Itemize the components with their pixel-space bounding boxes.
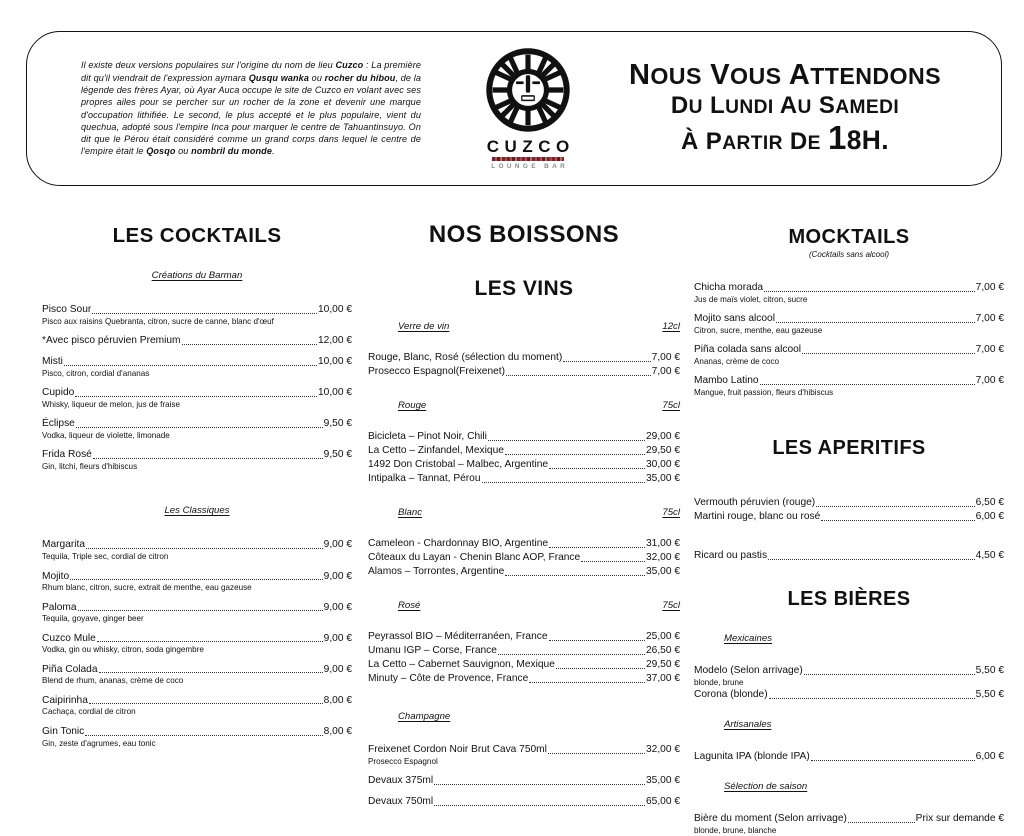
leader-dots — [488, 440, 645, 441]
menu-entry-line — [368, 352, 680, 364]
spacer — [368, 611, 680, 622]
menu-entry-line — [368, 566, 680, 578]
menu-entry-line — [694, 665, 1004, 677]
menu-entry-line — [42, 602, 352, 614]
menu-entry-description: Vodka, gin ou whisky, citron, soda gingembre — [42, 645, 204, 655]
menu-entry-name: Piña Colada — [42, 663, 98, 675]
menu-entry — [694, 344, 1004, 366]
menu-entry-price: 29,50 € — [646, 659, 680, 670]
menu-entry-line — [368, 366, 680, 378]
menu-columns — [0, 196, 1024, 835]
menu-entry-price: 8,00 € — [323, 726, 352, 738]
menu-entry-line — [42, 571, 352, 583]
menu-entry-price: 9,00 € — [323, 539, 352, 551]
menu-entry-price: 5,50 € — [975, 665, 1004, 677]
menu-entry — [694, 375, 1004, 397]
spacer — [368, 518, 680, 529]
leader-dots — [548, 753, 645, 754]
menu-entry — [694, 550, 1004, 562]
menu-entry-line — [694, 344, 1004, 356]
menu-entry-name: Bicicleta – Pinot Noir, Chili — [368, 431, 487, 442]
menu-entry-description: Tequila, goyave, ginger beer — [42, 614, 144, 624]
headline-line-3-prefix: À PARTIR DE — [681, 128, 821, 156]
leader-dots — [505, 454, 645, 455]
menu-entry-name: La Cetto – Cabernet Sauvignon, Mexique — [368, 659, 555, 670]
menu-entry-price: 7,00 € — [651, 366, 680, 377]
intro-block — [27, 59, 425, 157]
menu-entry — [368, 566, 680, 578]
menu-entry-price: 5,50 € — [975, 689, 1004, 701]
menu-entry-description: Vodka, liqueur de violette, limonade — [42, 430, 170, 440]
cocktails-classiques-list — [42, 539, 352, 748]
menu-entry-price: 7,00 € — [651, 352, 680, 363]
spacer — [368, 578, 680, 600]
leader-dots — [76, 427, 323, 428]
menu-entry-name: Mojito sans alcool — [694, 313, 775, 325]
leader-dots — [764, 291, 975, 292]
menu-entry-line — [694, 751, 1004, 763]
menu-entry-name: Éclipse — [42, 418, 75, 430]
menu-entry — [42, 602, 352, 624]
wine-group-header — [368, 507, 680, 518]
opening-hours-headline — [603, 59, 1001, 157]
leader-dots — [498, 654, 645, 655]
menu-entry-name: Umanu IGP – Corse, France — [368, 645, 497, 656]
menu-entry-description: Mangue, fruit passion, fleurs d'hibiscus — [694, 387, 834, 397]
menu-entry-price: 12,00 € — [318, 335, 352, 347]
leader-dots — [848, 822, 915, 823]
menu-entry — [694, 689, 1004, 701]
leader-dots — [70, 579, 322, 580]
menu-entry-line — [368, 775, 680, 787]
menu-entry — [42, 633, 352, 655]
menu-entry-line — [694, 689, 1004, 701]
menu-entry-description: Whisky, liqueur de melon, jus de fraise — [42, 399, 180, 409]
headline-line-1 — [609, 59, 961, 91]
leader-dots — [92, 313, 317, 314]
wine-group-name: Verre de vin — [398, 321, 450, 332]
menu-entry-line — [368, 445, 680, 457]
menu-entry-name: Devaux 750ml — [368, 796, 434, 808]
leader-dots — [811, 760, 975, 761]
menu-entry-name: Intipalka – Tannat, Pérou — [368, 473, 481, 484]
menu-entry-name: Margarita — [42, 539, 86, 551]
menu-entry-name: Piña colada sans alcool — [694, 344, 802, 356]
spacer — [368, 411, 680, 422]
menu-entry-line — [42, 387, 352, 399]
menu-entry-line — [42, 304, 352, 316]
bieres-title: LES BIÈRES — [787, 588, 911, 611]
menu-entry — [368, 473, 680, 485]
menu-entry — [368, 352, 680, 364]
leader-dots — [97, 641, 323, 642]
menu-entry — [42, 571, 352, 593]
menu-entry-price: 32,00 € — [646, 744, 680, 755]
headline-line-2 — [609, 92, 961, 119]
menu-entry-line — [42, 335, 352, 347]
menu-entry-line — [368, 631, 680, 643]
spacer — [694, 701, 1004, 719]
menu-entry-price: 35,00 € — [646, 775, 680, 787]
menu-entry-price: 35,00 € — [646, 473, 680, 484]
menu-entry-name: Modelo (Selon arrivage) — [694, 665, 803, 677]
menu-entry-line — [368, 552, 680, 564]
wine-group-volume: 75cl — [662, 600, 680, 611]
leader-dots — [802, 353, 975, 354]
leader-dots — [93, 458, 323, 459]
menu-entry-line — [368, 744, 680, 756]
menu-entry-price: 9,50 € — [323, 449, 352, 461]
leader-dots — [563, 361, 650, 362]
menu-entry-name: Martini rouge, blanc ou rosé — [694, 511, 821, 523]
menu-entry-description: blonde, brune — [694, 677, 744, 687]
bieres-groups — [694, 633, 1004, 835]
champagne-head: Champagne — [398, 711, 451, 722]
menu-entry — [368, 796, 680, 808]
wine-group-header — [368, 321, 680, 332]
leader-dots — [506, 375, 651, 376]
menu-entry-line — [368, 659, 680, 671]
menu-entry-name: Cuzco Mule — [42, 632, 96, 644]
menu-entry-price: 29,50 € — [646, 445, 680, 456]
menu-entry-description: Gin, litchi, fleurs d'hibiscus — [42, 461, 138, 471]
leader-dots — [556, 668, 645, 669]
menu-entry-name: Chicha morada — [694, 282, 764, 293]
vins-title: LES VINS — [474, 277, 574, 300]
cocktails-section-classiques-head: Les Classiques — [164, 505, 230, 517]
cocktails-title: LES COCKTAILS — [112, 224, 282, 247]
leader-dots — [549, 547, 645, 548]
logo-wordmark: CUZCO — [486, 137, 575, 156]
menu-entry-name: Paloma — [42, 601, 77, 613]
menu-entry-price: 9,00 € — [323, 632, 352, 644]
menu-entry-description: blonde, brune, blanche — [694, 825, 777, 835]
menu-entry-description: Prosecco Espagnol — [368, 756, 438, 766]
menu-entry-name: Alamos – Torrontes, Argentine — [368, 566, 505, 577]
menu-entry-name: Frida Rosé — [42, 449, 92, 461]
boissons-title: NOS BOISSONS — [428, 221, 620, 248]
wine-group-volume: 75cl — [662, 507, 680, 518]
leader-dots — [64, 365, 317, 366]
menu-entry-line — [694, 511, 1004, 523]
menu-entry-name: Gin Tonic — [42, 726, 85, 738]
menu-entry-name: La Cetto – Zinfandel, Mexique — [368, 445, 504, 456]
menu-entry-name: Minuty – Côte de Provence, France — [368, 673, 529, 684]
menu-entry — [42, 387, 352, 409]
menu-entry-line — [368, 796, 680, 808]
menu-entry-name: Freixenet Cordon Noir Brut Cava 750ml — [368, 744, 547, 755]
column-mocktails-aperitifs-bieres — [694, 196, 1004, 836]
menu-entry-price: 26,50 € — [646, 645, 680, 656]
menu-entry — [368, 673, 680, 685]
menu-entry — [368, 538, 680, 550]
menu-entry-line — [42, 539, 352, 551]
menu-entry-line — [368, 473, 680, 485]
menu-entry-price: 8,00 € — [323, 694, 352, 706]
menu-entry — [42, 726, 352, 748]
menu-entry — [42, 304, 352, 326]
leader-dots — [89, 703, 323, 704]
menu-entry-name: Pisco Sour — [42, 304, 92, 315]
menu-entry — [694, 313, 1004, 335]
menu-entry-price: 7,00 € — [975, 344, 1004, 356]
leader-dots — [482, 482, 645, 483]
menu-entry — [694, 497, 1004, 509]
menu-entry-name: Caipirinha — [42, 694, 88, 706]
menu-entry-name: Cameleon - Chardonnay BIO, Argentine — [368, 538, 549, 549]
menu-entry-name: 1492 Don Cristobal – Malbec, Argentine — [368, 459, 549, 470]
headline-hour: 18H. — [827, 119, 889, 157]
spacer — [694, 644, 1004, 656]
menu-entry-line — [42, 418, 352, 430]
menu-entry-price: 4,50 € — [975, 550, 1004, 562]
menu-entry — [42, 418, 352, 440]
logo-subtitle: LOUNGE BAR — [491, 163, 569, 170]
beer-group-name: Mexicaines — [724, 633, 772, 645]
menu-entry-name: Bière du moment (Selon arrivage) — [694, 813, 847, 825]
menu-entry-price: 6,00 € — [975, 511, 1004, 523]
menu-entry-line — [694, 375, 1004, 387]
leader-dots — [434, 784, 645, 785]
menu-entry-line — [694, 550, 1004, 562]
leader-dots — [821, 520, 974, 521]
spacer — [694, 763, 1004, 781]
spacer — [368, 485, 680, 507]
mocktails-title: MOCKTAILS — [788, 226, 910, 248]
menu-entry-name: Lagunita IPA (blonde IPA) — [694, 751, 810, 763]
spacer — [694, 792, 1004, 804]
leader-dots — [768, 559, 975, 560]
menu-entry-price: 37,00 € — [646, 673, 680, 684]
menu-entry — [368, 744, 680, 766]
menu-entry-line — [42, 695, 352, 707]
spacer — [694, 523, 1004, 541]
menu-entry-description: Citron, sucre, menthe, eau gazeuse — [694, 325, 823, 335]
menu-entry-line — [42, 449, 352, 461]
menu-entry-price: 25,00 € — [646, 631, 680, 642]
leader-dots — [549, 640, 646, 641]
leader-dots — [505, 575, 645, 576]
menu-entry-price: Prix sur demande € — [915, 813, 1004, 825]
menu-entry-name: Mambo Latino — [694, 375, 759, 387]
menu-entry — [42, 664, 352, 686]
menu-entry-price: 7,00 € — [975, 313, 1004, 325]
menu-entry-line — [694, 813, 1004, 825]
menu-entry-name: Corona (blonde) — [694, 689, 768, 701]
menu-entry-line — [368, 673, 680, 685]
brand-logo — [453, 47, 603, 170]
menu-entry-price: 9,00 € — [323, 663, 352, 675]
menu-entry-line — [694, 497, 1004, 509]
menu-entry-name: Vermouth péruvien (rouge) — [694, 497, 816, 509]
wine-group-name: Rouge — [398, 400, 427, 411]
spacer — [368, 378, 680, 400]
leader-dots — [769, 698, 975, 699]
leader-dots — [804, 674, 975, 675]
menu-entry — [42, 539, 352, 561]
menu-entry — [694, 751, 1004, 763]
menu-entry — [368, 631, 680, 643]
aperitifs-list — [694, 497, 1004, 562]
intro-paragraph: Il existe deux versions populaires sur l'origine du nom de lieu Cuzco : La première dit qu'il viendrait de l'expression aymara Qusqu wanka ou rocher du hibou, de la légende des frères Ayar, où Ayar Auca occupe le site de Cuzco en volant avec ses propres ailes pour se percher sur un rocher de la zone et devenir une marque d'occupation lithifiée. Le second, le plus accepté et le plus populaire, vient du quechua, adopté sous l'empire Inca pour marquer le centre de Tahuantinsuyo. On dit que le Pérou était considéré comme un grand corps dans lequel le centre de l'empire était le Qosqo ou nombril du monde. — [81, 60, 422, 157]
menu-entry — [368, 445, 680, 457]
menu-entry-line — [42, 356, 352, 368]
menu-entry-price: 10,00 € — [318, 304, 352, 315]
menu-entry — [694, 282, 1004, 304]
wine-group-volume: 12cl — [662, 321, 680, 332]
menu-entry-name: Mojito — [42, 570, 70, 582]
menu-entry-price: 9,00 € — [323, 570, 352, 582]
menu-entry-description: Tequila, Triple sec, cordial de citron — [42, 551, 169, 561]
wine-group-header — [368, 600, 680, 611]
menu-entry-line — [368, 538, 680, 550]
leader-dots — [86, 548, 323, 549]
menu-entry-description: Cachaça, cordial de citron — [42, 707, 136, 717]
menu-entry-price: 35,00 € — [646, 566, 680, 577]
cocktails-section-creations-head: Créations du Barman — [151, 270, 243, 281]
wine-group-name: Rosé — [398, 600, 421, 611]
leader-dots — [78, 610, 323, 611]
menu-entry — [368, 431, 680, 443]
menu-entry-price: 10,00 € — [318, 387, 352, 399]
menu-entry-price: 6,00 € — [975, 751, 1004, 763]
leader-dots — [75, 396, 317, 397]
menu-entry — [368, 552, 680, 564]
menu-entry-line — [694, 313, 1004, 325]
menu-entry-description: Gin, zeste d'agrumes, eau tonic — [42, 738, 156, 748]
menu-entry-name: Devaux 375ml — [368, 775, 434, 787]
leader-dots — [760, 384, 975, 385]
headline-line-2-text: DU LUNDI AU SAMEDI — [670, 91, 900, 119]
mocktails-list — [694, 282, 1004, 397]
menu-entry-price: 31,00 € — [646, 538, 680, 549]
wine-groups — [368, 321, 680, 685]
logo-decorative-band — [492, 157, 564, 161]
leader-dots — [434, 805, 645, 806]
leader-dots — [549, 468, 645, 469]
menu-entry-price: 7,00 € — [975, 282, 1004, 293]
menu-entry-name: Prosecco Espagnol(Freixenet) — [368, 366, 506, 377]
menu-entry-line — [42, 633, 352, 645]
spacer — [368, 332, 680, 343]
mocktails-subtitle: (Cocktails sans alcool) — [808, 250, 890, 259]
aperitifs-title: LES APERITIFS — [772, 437, 926, 460]
menu-entry-description: Pisco, citron, cordial d'ananas — [42, 368, 150, 378]
menu-entry-price: 10,00 € — [318, 356, 352, 368]
wine-group-volume: 75cl — [662, 400, 680, 411]
menu-entry-price: 9,00 € — [323, 601, 352, 613]
menu-entry-description: Rhum blanc, citron, sucre, extrait de menthe, eau gazeuse — [42, 583, 252, 593]
menu-entry-line — [42, 664, 352, 676]
menu-entry-line — [368, 431, 680, 443]
menu-entry — [368, 366, 680, 378]
champagne-list — [368, 744, 680, 808]
menu-entry-description: Blend de rhum, ananas, crème de coco — [42, 676, 184, 686]
menu-entry — [42, 695, 352, 717]
beer-group-name: Artisanales — [724, 719, 772, 731]
menu-entry — [694, 813, 1004, 835]
menu-entry-price: 9,50 € — [323, 418, 352, 430]
menu-entry-name: Côteaux du Layan - Chenin Blanc AOP, France — [368, 552, 581, 563]
menu-entry-price: 65,00 € — [646, 796, 680, 808]
cuzco-sun-icon — [485, 47, 571, 133]
menu-entry-price: 7,00 € — [975, 375, 1004, 387]
menu-entry-line — [694, 282, 1004, 294]
leader-dots — [99, 672, 323, 673]
leader-dots — [182, 344, 317, 345]
menu-entry-name: Peyrassol BIO – Méditerranéen, France — [368, 631, 548, 642]
menu-entry-name: *Avec pisco péruvien Premium — [42, 335, 181, 347]
headline-line-1-text: NOUS VOUS ATTENDONS — [629, 59, 941, 92]
menu-entry — [694, 511, 1004, 523]
column-boissons — [368, 196, 680, 808]
menu-entry-price: 29,00 € — [646, 431, 680, 442]
menu-entry-name: Misti — [42, 356, 63, 368]
headline-line-3 — [609, 119, 961, 157]
menu-entry — [368, 775, 680, 787]
menu-entry — [694, 665, 1004, 687]
menu-entry-price: 32,00 € — [646, 552, 680, 563]
menu-entry-name: Ricard ou pastis — [694, 550, 768, 562]
leader-dots — [529, 682, 645, 683]
menu-entry-name: Cupido — [42, 387, 75, 399]
beer-group-name: Sélection de saison — [724, 781, 808, 793]
menu-entry-line — [368, 645, 680, 657]
menu-entry-price: 6,50 € — [975, 497, 1004, 509]
menu-entry — [368, 659, 680, 671]
menu-entry — [368, 459, 680, 471]
cocktails-creations-list — [42, 304, 352, 471]
menu-entry — [42, 449, 352, 471]
header-frame — [26, 31, 1002, 186]
menu-entry-description: Jus de maïs violet, citron, sucre — [694, 294, 808, 304]
leader-dots — [776, 322, 975, 323]
menu-entry-description: Ananas, crème de coco — [694, 356, 780, 366]
leader-dots — [581, 561, 645, 562]
menu-entry-line — [368, 459, 680, 471]
menu-entry — [42, 335, 352, 347]
menu-entry — [42, 356, 352, 378]
spacer — [694, 730, 1004, 742]
menu-entry-description: Pisco aux raisins Quebranta, citron, sucre de canne, blanc d'œuf — [42, 316, 274, 326]
menu-entry-price: 30,00 € — [646, 459, 680, 470]
column-cocktails — [42, 196, 352, 748]
wine-group-header — [368, 400, 680, 411]
leader-dots — [816, 506, 974, 507]
leader-dots — [85, 735, 322, 736]
menu-entry-name: Rouge, Blanc, Rosé (sélection du moment) — [368, 352, 563, 363]
wine-group-name: Blanc — [398, 507, 422, 518]
menu-entry-line — [42, 726, 352, 738]
menu-entry — [368, 645, 680, 657]
